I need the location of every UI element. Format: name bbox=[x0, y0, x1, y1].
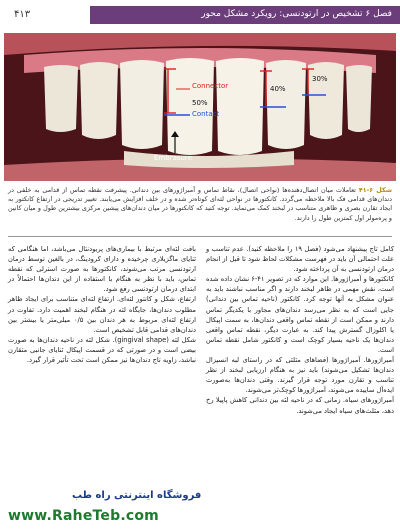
caption-text: تعاملات میان اتصال‌دهنده‌ها (نواحی اتصال)، نقاط تماس و آمبراژورهای بین دندانی. پیشرفت نقطه تماس از قدامی به خلفی در دندان‌های قدامی فک بالا ملاحظه می‌گردد. کانکتورها در نواحی لثه‌ای کوتاه‌تر شده و در خلف افزایش می‌یابند. تغییر تدریجی در ارتفاع کانکتور به ایجاد تقارن بصری و ظاهری متناسب در لبخند کمک می‌نماید. توجه کنید که کانکتورها در میان دندان‌های پیشین مرکزی بیشترین طول و میان کانین و پره‌مولر اول کمترین طول را دارند. bbox=[8, 186, 392, 222]
caption-divider bbox=[8, 236, 392, 237]
paragraph: شکل لثه (gingival shape). شکل لثه در ناحیه دندان‌ها به صورت بیضی است و در صورتی که در قسمت اپیکال ثنایای جانبی متقارن نباشد، زاویه تاج دندان‌ها نیز ممکن است تحت تأثیر قرار گیرد. bbox=[8, 335, 197, 365]
paragraph: بافت لثه‌ای مرتبط با بیماری‌های پریودنتال می‌باشد، اما هنگامی که ثنایای ماگزیلاری چرخیده و دارای کرودینگ، در بالغین توسط درمان ارتودنسی مرتب می‌شوند، کانکتورها به صورت استرلی که نقطه تماس، باید با نظر به هنگام با استفاده از این دندان‌ها احتمالاً در ابتدای درمان ارتودنسی رفع شود. bbox=[8, 245, 196, 294]
caption-lead: شکل ۶-۴۱ bbox=[358, 186, 392, 194]
pct-30-label: 30% bbox=[312, 75, 328, 83]
publisher-watermark bbox=[8, 490, 208, 526]
page-header bbox=[0, 0, 400, 32]
watermark-text: فروشگاه اینترنتی راه طب bbox=[72, 490, 202, 501]
chapter-title: فصل ۶ تشخیص در ارتودنسی: رویکرد مشکل محور bbox=[201, 9, 392, 19]
pct-40-label: 40% bbox=[270, 85, 286, 93]
paragraph: کانکتورها و آمبراژورها. این موارد که در تصویر ۴۱-۶ نشان داده شده است، نقش مهمی در ظاهر لبخند دارند و اگر مناسب نباشند باید به عنوان مشکل به آنها توجه کرد. کانکتور (ناحیه تماس بین دندانی) جایی است که به نظر می‌رسد دندان‌های مجاور با یکدیگر تماس دارند و ممکن است از نقطه تماس واقعی دندان‌ها، به سمت اپیکال یا اکلوزال گسترش پیدا کند. به عبارت دیگر، نقطه تماس واقعی دندان‌ها یک ناحیه بسیار کوچک است و کانکتور شامل نقطه تماس است. bbox=[206, 275, 395, 354]
dental-smile-photo bbox=[4, 33, 396, 181]
paragraph: ارتفاع، شکل و کانتور لثه‌ای. ارتفاع لثه‌ای متناسب برای ایجاد ظاهر مطلوب دندان‌ها، جایگاه لثه در هنگام لبخند اهمیت دارد. تفاوت در ارتفاع لثه‌ای مربوط به هر دندان بین ۰/۵ میلی‌متر یا بیشتر بین دندان‌های قدامی قابل تشخیص است. bbox=[8, 295, 196, 334]
connector-label: Connector bbox=[192, 82, 229, 90]
figure-caption bbox=[8, 186, 392, 223]
embrasure-label: Embrasure bbox=[154, 154, 192, 162]
contact-label: Contact bbox=[192, 110, 220, 118]
paragraph: آمبراژورهای سیاه. زمانی که در ناحیه لثه بین دندانی کاهش پاپیلا رخ دهد، مثلث‌های سیاه ایجاد می‌شوند. bbox=[206, 396, 394, 415]
paragraph: آمبراژورها. آمبراژورها (فضاهای مثلثی که در راستای لبه انسیزال دندان‌ها تشکیل می‌شوند) باید نیز به هنگام ارزیابی لبخند از نظر تناسب و تقارن مورد توجه قرار گیرند. وقتی دندان‌ها به‌صورت ایده‌آل ساییده می‌شوند، آمبراژورها کوچک‌تر می‌شوند. bbox=[206, 356, 394, 395]
body-column-left bbox=[8, 244, 196, 365]
watermark-url: www.RaheTeb.com bbox=[8, 508, 159, 524]
paragraph: کامل تاج پیشنهاد می‌شود (فصل ۱۹ را ملاحظه کنید). عدم تناسب و علت احتمالی آن باید در فهرست مشکلات لحاظ شود تا قبل از انجام درمان ارتودنسی به آن پرداخته شود. bbox=[206, 245, 394, 274]
pct-50-label: 50% bbox=[192, 99, 208, 107]
body-column-right bbox=[206, 244, 394, 416]
chapter-title-bar bbox=[90, 6, 400, 24]
page-number: ۴۱۳ bbox=[14, 9, 31, 20]
